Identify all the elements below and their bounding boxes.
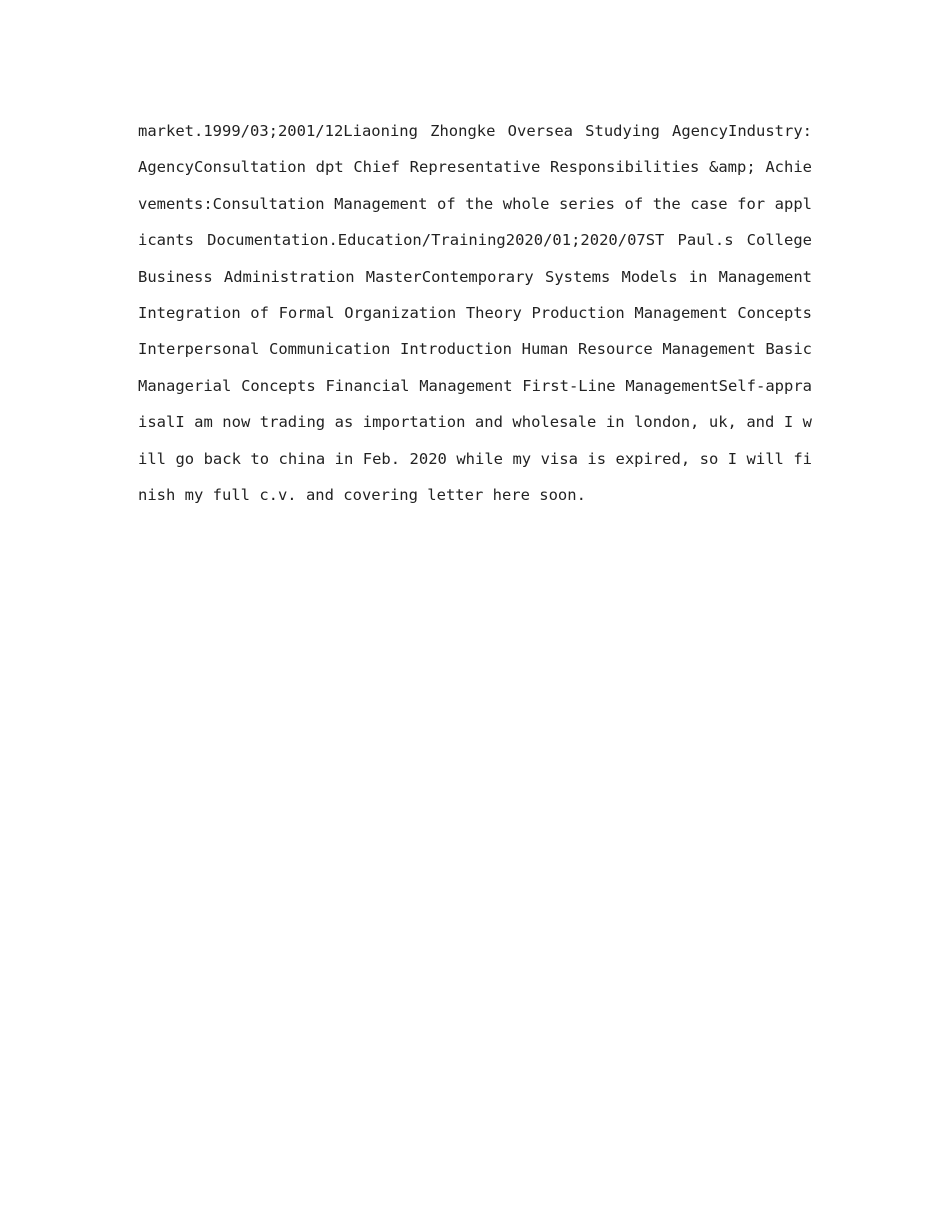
body-paragraph: market.1999/03;2001/12Liaoning Zhongke Oversea Studying AgencyIndustry: AgencyConsultation dpt Chief Representative Responsibilities &amp; Achievements:Consultation Management of the whole series of the case for applicants Documentation.Education/Training2020/01;2020/07ST Paul.s College Business Administration MasterContemporary Systems Models in Management Integration of Formal Organization Theory Production Management Concepts Interpersonal Communication Introduction Human Resource Management Basic Managerial Concepts Financial Management First-Line ManagementSelf-appraisalI am now trading as importation and wholesale in london, uk, and I will go back to china in Feb. 2020 while my visa is expired, so I will finish my full c.v. and covering letter here soon. (138, 122, 812, 505)
